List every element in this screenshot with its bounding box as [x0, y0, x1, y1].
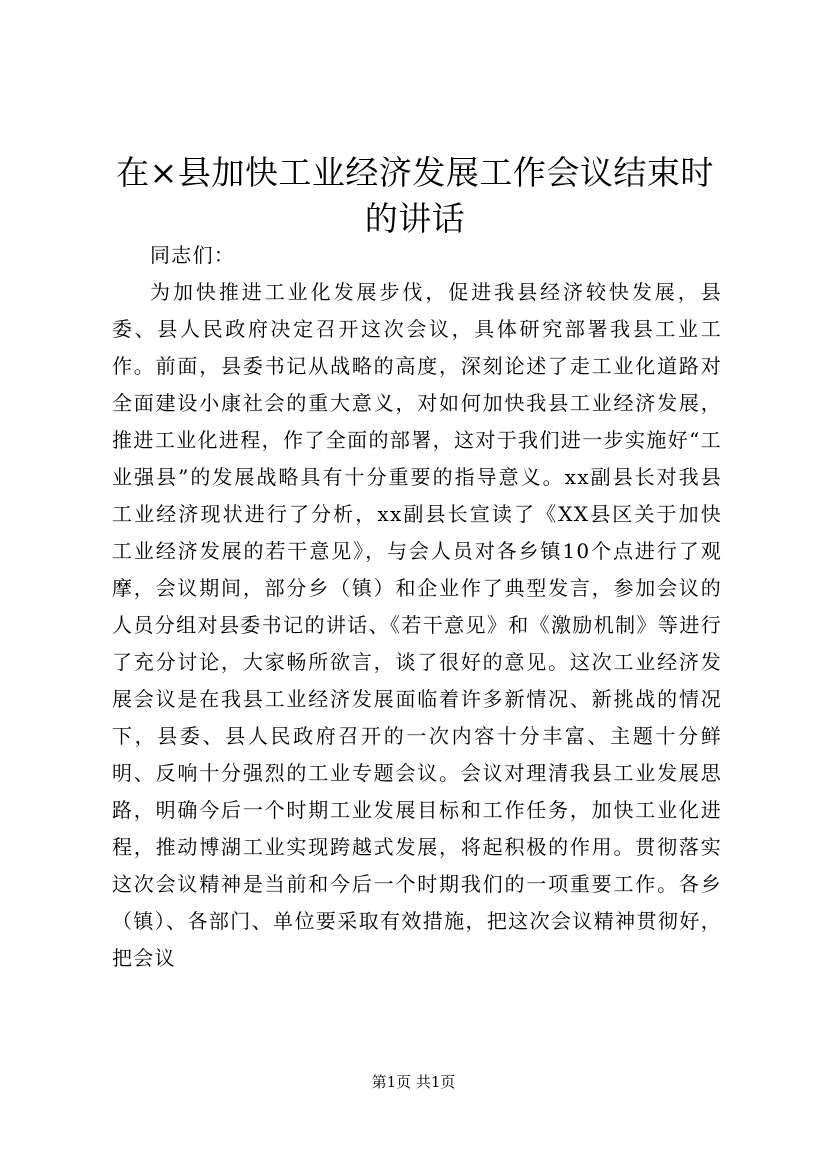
document-body — [112, 237, 722, 1032]
document-title: 在×县加快工业经济发展工作会议结束时的讲话 — [116, 153, 714, 238]
body-paragraph: 为加快推进工业化发展步伐，促进我县经济较快发展，县委、县人民政府决定召开这次会议，具体研究部署我县工业工作。前面，县委书记从战略的高度，深刻论述了走工业化道路对全面建设小康社会的重大意义，对如何加快我县工业经济发展，推进工业化进程，作了全面的部署，这对于我们进一步实施好“工业强县”的发展战略具有十分重要的指导意义。xx副县长对我县工业经济现状进行了分析，xx副县长宣读了《XX县区关于加快工业经济发展的若干意见》，与会人员对各乡镇10个点进行了观摩，会议期间，部分乡（镇）和企业作了典型发言，参加会议的人员分组对县委书记的讲话、《若干意见》和《激励机制》等进行了充分讨论，大家畅所欲言，谈了很好的意见。这次工业经济发展会议是在我县工业经济发展面临着许多新情况、新挑战的情况下，县委、县人民政府召开的一次内容十分丰富、主题十分鲜明、反响十分强烈的工业专题会议。会议对理清我县工业发展思路，明确今后一个时期工业发展目标和工作任务，加快工业化进程，推动博湖工业实现跨越式发展，将起积极的作用。贯彻落实这次会议精神是当前和今后一个时期我们的一项重要工作。各乡（镇）、各部门、单位要采取有效措施，把这次会议精神贯彻好，把会议 — [112, 280, 722, 970]
page-footer: 第1页 共1页 — [371, 1073, 456, 1091]
salutation: 同志们： — [150, 243, 236, 267]
